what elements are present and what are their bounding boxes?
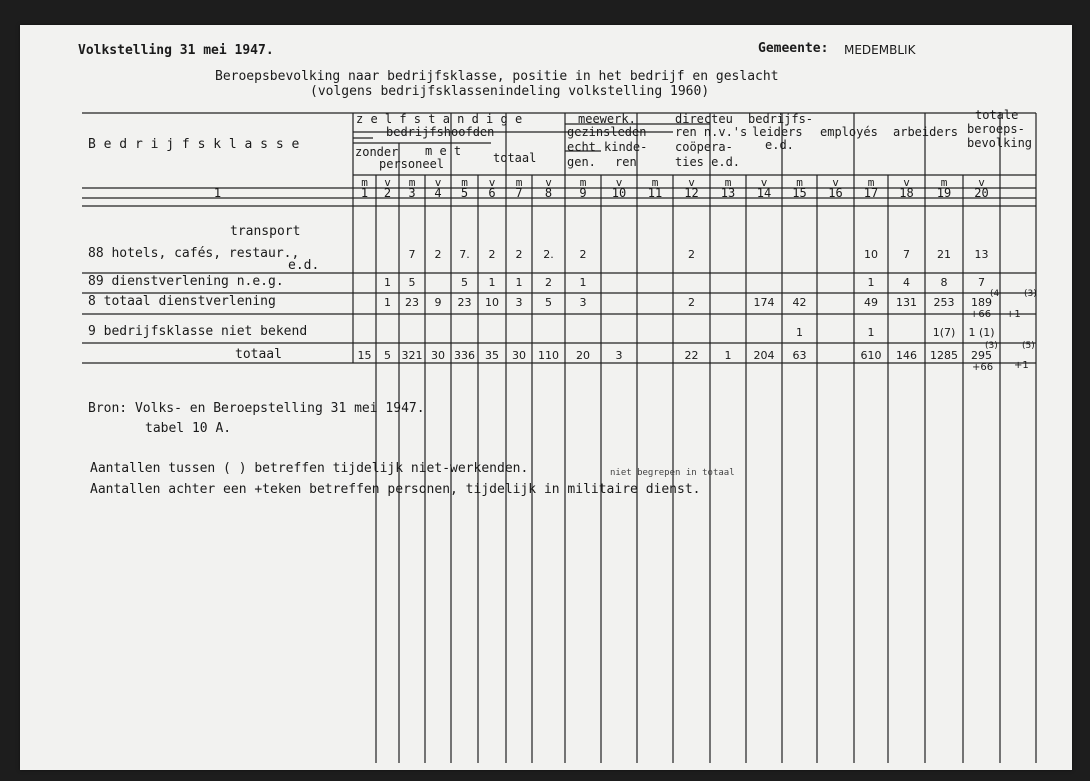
table-cell: 30: [431, 349, 445, 362]
table-cell: 7.: [459, 248, 470, 261]
table-cell: 8: [940, 276, 948, 289]
sex-label: v: [978, 176, 985, 189]
table-cell: 1: [579, 276, 587, 289]
note-stamp: niet begrepen in totaal: [610, 468, 735, 478]
column-number: 11: [647, 186, 663, 200]
header-directeuren-1: directeu: [675, 112, 733, 126]
table-cell: 3: [579, 296, 587, 309]
table-cell: 10: [864, 248, 878, 261]
column-number: 2: [383, 186, 392, 200]
table-cell: 1: [867, 276, 875, 289]
row-label-cont: e.d.: [288, 258, 320, 273]
table-cell: 42: [792, 296, 807, 309]
sex-label: v: [760, 176, 768, 189]
sex-label: m: [940, 176, 948, 189]
table-cell: 2: [515, 248, 523, 261]
table-cell: 2: [688, 296, 695, 309]
column-number: 9: [579, 186, 587, 200]
table-cell: 295: [971, 349, 992, 362]
table-cell: 23: [405, 296, 419, 309]
column-number: 7: [515, 186, 523, 200]
table-cell: 4: [903, 276, 910, 289]
source-line-2: tabel 10 A.: [145, 421, 232, 436]
table-cell: 1: [867, 326, 875, 339]
column-number: 18: [899, 186, 914, 200]
sex-label: v: [688, 176, 695, 189]
table-cell: 5: [384, 349, 391, 362]
note-line-1: Aantallen tussen ( ) betreffen tijdelijk niet-werkenden.: [90, 461, 529, 476]
table-cell: 1(7): [932, 326, 956, 339]
header-ren: ren: [615, 155, 637, 169]
column-number: 12: [684, 186, 699, 200]
table-cell: 1: [796, 326, 803, 339]
row-label: 89 dienstverlening n.e.g.: [88, 274, 284, 289]
column-number: 4: [434, 186, 442, 200]
sex-label: m: [796, 176, 803, 189]
table-cell: 3: [515, 296, 523, 309]
header-meewerk: meewerk.: [578, 112, 636, 126]
table-cell: 5: [545, 296, 552, 309]
column-number: 1: [360, 186, 369, 200]
row-label: 8 totaal dienstverlening: [88, 294, 276, 309]
table-cell: 146: [896, 349, 917, 362]
header-bedrijfsleiders-1: bedrijfs-: [748, 112, 814, 126]
table-cell: 7: [978, 276, 985, 289]
municipality-value: MEDEMBLIK: [844, 43, 916, 57]
header-directeuren-3: coöpera-: [675, 140, 733, 154]
column-number: 5: [460, 186, 469, 200]
header-arbeiders: arbeiders: [893, 125, 959, 139]
column-number: 6: [488, 186, 496, 200]
header-met: m e t: [425, 144, 462, 158]
annotation-sub: +66: [972, 362, 994, 373]
table-cell: 1: [384, 296, 391, 309]
table-cell: 2: [488, 248, 496, 261]
table-cell: 20: [576, 349, 590, 362]
sex-label: v: [434, 176, 442, 189]
column-header-bedrijfsklasse: B e d r i j f s k l a s s e: [88, 137, 300, 152]
table-cell: 189: [971, 296, 992, 309]
annotation-sub: +66: [970, 309, 992, 320]
annotation-sup: (5): [1022, 341, 1035, 351]
table-cell: 321: [401, 349, 423, 362]
column-number: 14: [756, 186, 772, 200]
municipality-label: Gemeente:: [758, 41, 829, 56]
table-cell: 1: [724, 349, 732, 362]
column-number: 20: [974, 186, 989, 200]
table-cell: 174: [753, 296, 775, 309]
table-cell: 204: [753, 349, 775, 362]
annotation-sup: (3): [1024, 289, 1037, 299]
sex-label: m: [651, 176, 659, 189]
table-cell: 2: [434, 248, 442, 261]
table-cell: 35: [485, 349, 499, 362]
table-cell: 253: [933, 296, 955, 309]
header-gezinsleden: gezinsleden: [567, 125, 647, 139]
sex-label: m: [515, 176, 523, 189]
table-cell: 21: [937, 248, 951, 261]
table-cell: 1: [515, 276, 523, 289]
sex-label: m: [867, 176, 875, 189]
table-cell: 13: [974, 248, 989, 261]
sex-label: v: [545, 176, 552, 189]
header-gen: gen.: [567, 155, 596, 169]
column-number: 8: [544, 186, 553, 200]
table-cell: 23: [457, 296, 472, 309]
table-cell: 2: [579, 248, 587, 261]
table-cell: 3: [615, 349, 623, 362]
table-cell: 2: [688, 248, 695, 261]
table-cell: 49: [864, 296, 878, 309]
header-totale-3: bevolking: [967, 136, 1033, 150]
row-label: totaal: [235, 347, 282, 362]
table-cell: 9: [434, 296, 442, 309]
header-employes: employés: [820, 125, 878, 139]
table-cell: 5: [461, 276, 468, 289]
table-cell: 1285: [930, 349, 958, 362]
table-cell: 131: [896, 296, 917, 309]
table-cell: 30: [512, 349, 526, 362]
table-cell: 15: [357, 349, 372, 362]
table-cell: 22: [684, 349, 699, 362]
sex-label: m: [724, 176, 732, 189]
table-cell: 7: [408, 248, 416, 261]
sex-label: m: [408, 176, 416, 189]
column-number: 13: [720, 186, 736, 200]
header-kinde: kinde-: [604, 140, 648, 154]
column-number: 16: [828, 186, 843, 200]
annotation-sub: +1: [1014, 360, 1029, 371]
census-heading: Volkstelling 31 mei 1947.: [78, 43, 274, 58]
sex-label: v: [384, 176, 391, 189]
table-cell: 336: [454, 349, 475, 362]
table-cell: 5: [408, 276, 416, 289]
sex-label: m: [461, 176, 468, 189]
annotation-sup: (4: [990, 289, 1000, 299]
sex-label: v: [832, 176, 839, 189]
sex-label: v: [488, 176, 496, 189]
column-number: 3: [408, 186, 416, 200]
header-bedrijfsleiders-3: e.d.: [765, 138, 794, 152]
annotation-sup: (3): [985, 341, 998, 351]
header-bedrijfsleiders-2: leiders: [752, 125, 803, 139]
row-label: 88 hotels, cafés, restaur.,: [88, 246, 300, 261]
header-directeuren-2: ren n.v.'s: [675, 125, 748, 139]
column-number-first: 1: [213, 186, 222, 200]
sex-label: m: [579, 176, 587, 189]
table-cell: 610: [860, 349, 882, 362]
title-line-1: Beroepsbevolking naar bedrijfsklasse, positie in het bedrijf en geslacht: [215, 69, 779, 84]
column-number: 19: [936, 186, 952, 200]
note-line-2: Aantallen achter een +teken betreffen personen, tijdelijk in militaire dienst.: [90, 482, 701, 497]
header-echt: echt: [567, 140, 596, 154]
table-cell: 10: [485, 296, 499, 309]
column-number: 17: [863, 186, 879, 200]
table-cell: 1: [488, 276, 496, 289]
table-cell: 7: [903, 248, 910, 261]
row-label: 9 bedrijfsklasse niet bekend: [88, 324, 308, 339]
table-cell: 2: [545, 276, 552, 289]
table-cell: 1 (1): [968, 326, 995, 339]
row-label: transport: [230, 224, 301, 239]
header-bedrijfshoofden: bedrijfshoofden: [386, 125, 495, 139]
table-cell: 2.: [543, 248, 554, 261]
column-number: 10: [611, 186, 627, 200]
census-sheet: [20, 25, 1072, 770]
annotation-sub: +1: [1006, 309, 1021, 320]
sex-label: v: [903, 176, 910, 189]
table-cell: 110: [538, 349, 559, 362]
header-personeel: personeel: [379, 157, 445, 171]
sex-label: v: [615, 176, 623, 189]
header-totaal: totaal: [493, 151, 537, 165]
header-totale-1: totale: [975, 108, 1019, 122]
header-zonder: zonder: [355, 145, 399, 159]
column-number: 15: [792, 186, 807, 200]
sex-label: m: [361, 176, 368, 189]
source-line-1: Bron: Volks- en Beroepstelling 31 mei 1947.: [88, 401, 425, 416]
title-line-2: (volgens bedrijfsklassenindeling volkstelling 1960): [310, 84, 710, 99]
header-directeuren-4: ties e.d.: [675, 155, 741, 169]
table-cell: 63: [792, 349, 807, 362]
header-totale-2: beroeps-: [967, 122, 1025, 136]
table-cell: 1: [384, 276, 391, 289]
header-zelfstandige: z e l f s t a n d i g e: [356, 112, 523, 126]
